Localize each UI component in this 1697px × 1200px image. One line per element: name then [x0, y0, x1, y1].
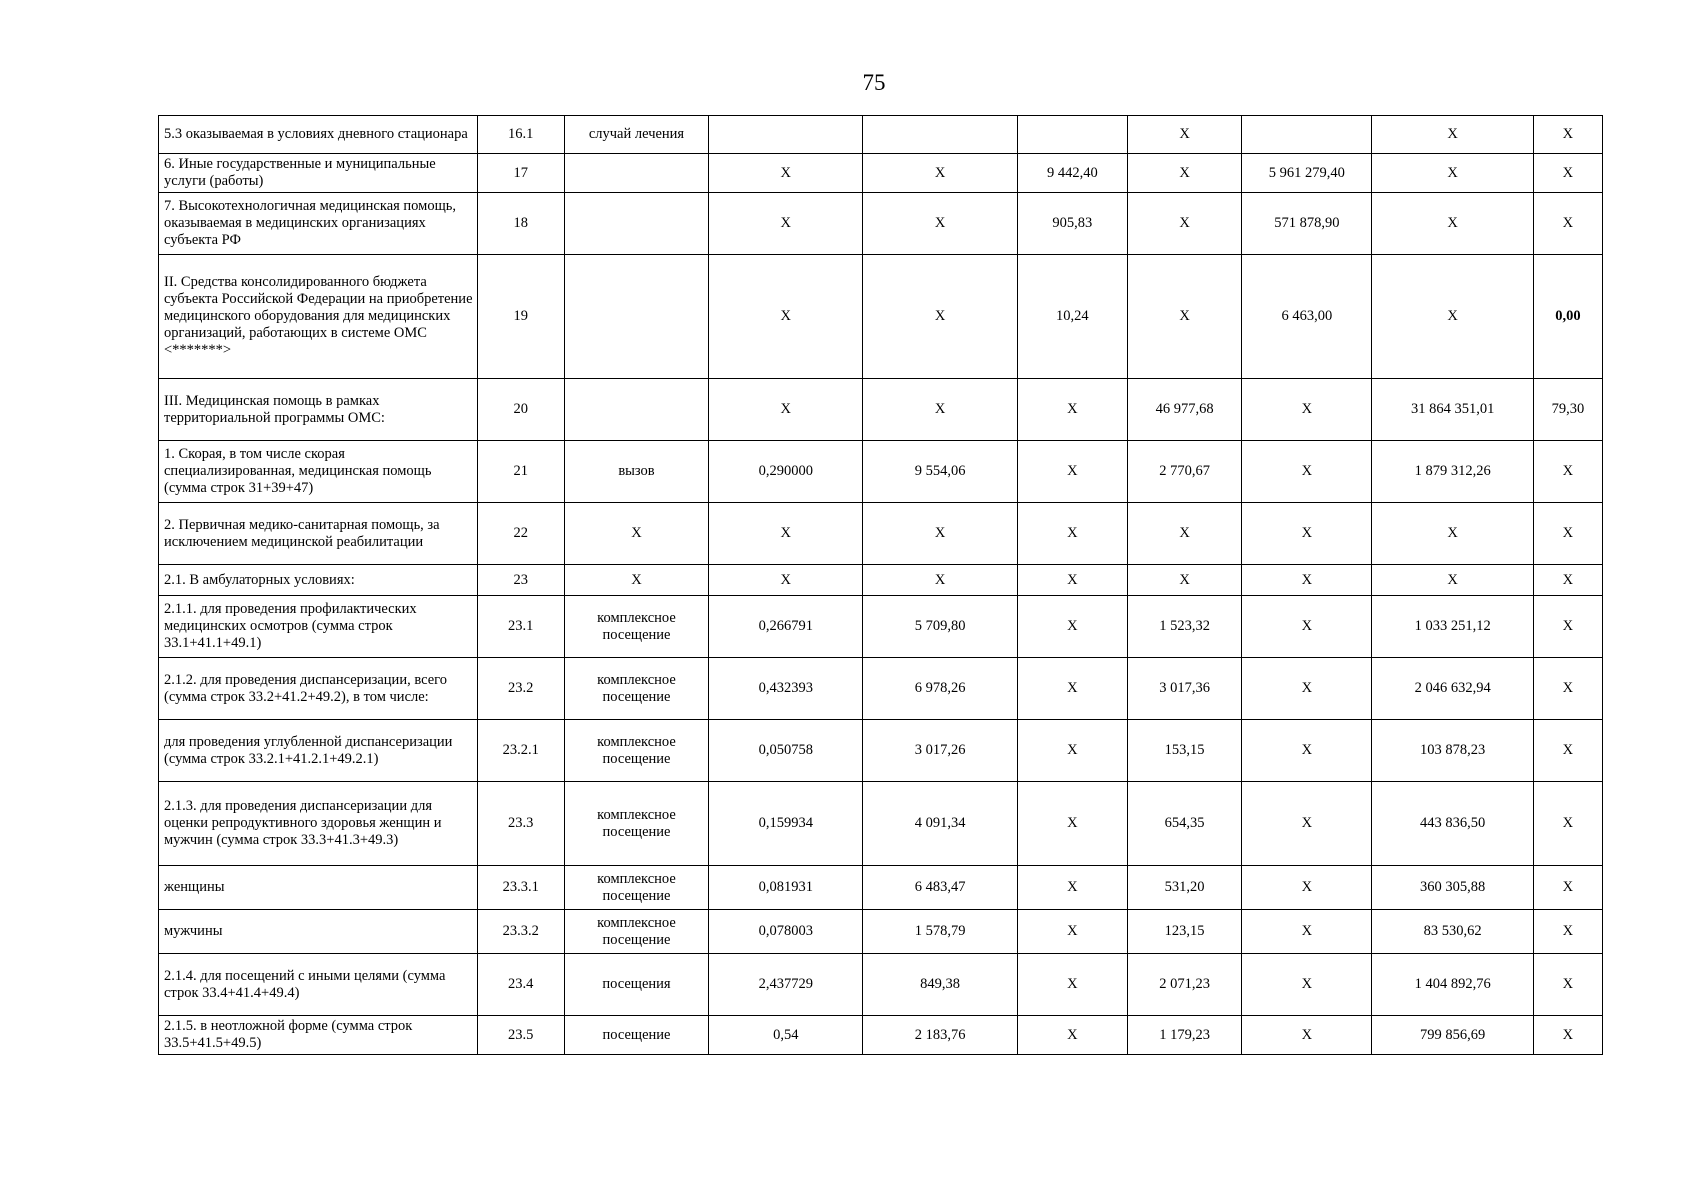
- col6-cell: X: [1017, 596, 1127, 658]
- col6-cell: 9 442,40: [1017, 154, 1127, 193]
- unit-cell: X: [564, 503, 708, 565]
- col7-cell: 1 179,23: [1127, 1016, 1241, 1055]
- row-name-cell: мужчины: [159, 910, 478, 954]
- col10-cell: X: [1533, 1016, 1602, 1055]
- col5-cell: X: [863, 565, 1017, 596]
- col10-cell: X: [1533, 503, 1602, 565]
- col10-cell: X: [1533, 154, 1602, 193]
- col5-cell: 3 017,26: [863, 720, 1017, 782]
- row-name-cell: II. Средства консолидированного бюджета субъекта Российской Федерации на приобретение медицинского оборудования для медицинских организаций, работающих в системе ОМС <*******>: [159, 255, 478, 379]
- line-number-cell: 23.3: [477, 782, 564, 866]
- col8-cell: X: [1242, 596, 1372, 658]
- col10-cell: X: [1533, 954, 1602, 1016]
- col10-cell: X: [1533, 720, 1602, 782]
- col7-cell: X: [1127, 255, 1241, 379]
- page-number: 75: [862, 70, 886, 95]
- col4-cell: X: [709, 379, 863, 441]
- col10-cell: X: [1533, 596, 1602, 658]
- line-number-cell: 23: [477, 565, 564, 596]
- row-name-cell: 2.1. В амбулаторных условиях:: [159, 565, 478, 596]
- col8-cell: X: [1242, 1016, 1372, 1055]
- table-row: [159, 379, 1603, 441]
- col8-cell: X: [1242, 782, 1372, 866]
- col8-cell: X: [1242, 379, 1372, 441]
- col7-cell: 2 770,67: [1127, 441, 1241, 503]
- table-row: [159, 116, 1603, 154]
- col4-cell: 0,081931: [709, 866, 863, 910]
- line-number-cell: 23.3.2: [477, 910, 564, 954]
- col8-cell: X: [1242, 441, 1372, 503]
- col7-cell: X: [1127, 565, 1241, 596]
- col4-cell: X: [709, 565, 863, 596]
- col9-cell: X: [1372, 255, 1533, 379]
- col5-cell: X: [863, 503, 1017, 565]
- col4-cell: 2,437729: [709, 954, 863, 1016]
- line-number-cell: 23.3.1: [477, 866, 564, 910]
- col4-cell: 0,078003: [709, 910, 863, 954]
- table-row: [159, 1016, 1603, 1055]
- col9-cell: 83 530,62: [1372, 910, 1533, 954]
- col6-cell: X: [1017, 782, 1127, 866]
- row-name-cell: III. Медицинская помощь в рамках территориальной программы ОМС:: [159, 379, 478, 441]
- table-row: [159, 782, 1603, 866]
- col10-cell: X: [1533, 782, 1602, 866]
- line-number-cell: 23.1: [477, 596, 564, 658]
- row-name-cell: 2. Первичная медико-санитарная помощь, за исключением медицинской реабилитации: [159, 503, 478, 565]
- table-row: [159, 441, 1603, 503]
- col6-cell: X: [1017, 866, 1127, 910]
- col5-cell: 2 183,76: [863, 1016, 1017, 1055]
- col6-cell: 10,24: [1017, 255, 1127, 379]
- col4-cell: 0,050758: [709, 720, 863, 782]
- col8-cell: X: [1242, 565, 1372, 596]
- unit-cell: [564, 255, 708, 379]
- table-row: [159, 193, 1603, 255]
- col7-cell: 531,20: [1127, 866, 1241, 910]
- unit-cell: комплексное посещение: [564, 866, 708, 910]
- col7-cell: 3 017,36: [1127, 658, 1241, 720]
- col5-cell: 6 978,26: [863, 658, 1017, 720]
- table-row: [159, 154, 1603, 193]
- col9-cell: 360 305,88: [1372, 866, 1533, 910]
- col7-cell: X: [1127, 503, 1241, 565]
- table-row: [159, 910, 1603, 954]
- col5-cell: X: [863, 154, 1017, 193]
- table-row: [159, 255, 1603, 379]
- col5-cell: 4 091,34: [863, 782, 1017, 866]
- col6-cell: X: [1017, 1016, 1127, 1055]
- col8-cell: X: [1242, 658, 1372, 720]
- col9-cell: 799 856,69: [1372, 1016, 1533, 1055]
- col8-cell: X: [1242, 503, 1372, 565]
- unit-cell: комплексное посещение: [564, 782, 708, 866]
- row-name-cell: 1. Скорая, в том числе скорая специализированная, медицинская помощь (сумма строк 31+39+47): [159, 441, 478, 503]
- col5-cell: 5 709,80: [863, 596, 1017, 658]
- col5-cell: X: [863, 379, 1017, 441]
- col6-cell: X: [1017, 720, 1127, 782]
- row-name-cell: 2.1.2. для проведения диспансеризации, всего (сумма строк 33.2+41.2+49.2), в том числе:: [159, 658, 478, 720]
- row-name-cell: 2.1.4. для посещений с иными целями (сумма строк 33.4+41.4+49.4): [159, 954, 478, 1016]
- col7-cell: X: [1127, 116, 1241, 154]
- col9-cell: X: [1372, 116, 1533, 154]
- unit-cell: [564, 379, 708, 441]
- unit-cell: посещение: [564, 1016, 708, 1055]
- col9-cell: 2 046 632,94: [1372, 658, 1533, 720]
- line-number-cell: 23.2.1: [477, 720, 564, 782]
- col4-cell: 0,159934: [709, 782, 863, 866]
- table-row: [159, 565, 1603, 596]
- col9-cell: X: [1372, 565, 1533, 596]
- unit-cell: [564, 193, 708, 255]
- unit-cell: комплексное посещение: [564, 720, 708, 782]
- col6-cell: X: [1017, 503, 1127, 565]
- col8-cell: 6 463,00: [1242, 255, 1372, 379]
- table-row: [159, 596, 1603, 658]
- col7-cell: 46 977,68: [1127, 379, 1241, 441]
- table-body: [159, 116, 1603, 1055]
- col9-cell: 443 836,50: [1372, 782, 1533, 866]
- line-number-cell: 23.4: [477, 954, 564, 1016]
- col7-cell: 2 071,23: [1127, 954, 1241, 1016]
- line-number-cell: 21: [477, 441, 564, 503]
- col8-cell: [1242, 116, 1372, 154]
- unit-cell: случай лечения: [564, 116, 708, 154]
- col10-cell: X: [1533, 658, 1602, 720]
- line-number-cell: 22: [477, 503, 564, 565]
- table-row: [159, 720, 1603, 782]
- col6-cell: X: [1017, 441, 1127, 503]
- col5-cell: 1 578,79: [863, 910, 1017, 954]
- col4-cell: [709, 116, 863, 154]
- col9-cell: X: [1372, 503, 1533, 565]
- col9-cell: 1 404 892,76: [1372, 954, 1533, 1016]
- col10-cell: 79,30: [1533, 379, 1602, 441]
- col9-cell: 31 864 351,01: [1372, 379, 1533, 441]
- col6-cell: 905,83: [1017, 193, 1127, 255]
- unit-cell: [564, 154, 708, 193]
- col5-cell: X: [863, 255, 1017, 379]
- table-row: [159, 954, 1603, 1016]
- col7-cell: 1 523,32: [1127, 596, 1241, 658]
- row-name-cell: 2.1.1. для проведения профилактических медицинских осмотров (сумма строк 33.1+41.1+49.1): [159, 596, 478, 658]
- col4-cell: X: [709, 503, 863, 565]
- col5-cell: X: [863, 193, 1017, 255]
- row-name-cell: 6. Иные государственные и муниципальные услуги (работы): [159, 154, 478, 193]
- unit-cell: посещения: [564, 954, 708, 1016]
- row-name-cell: 2.1.3. для проведения диспансеризации для оценки репродуктивного здоровья женщин и мужчин (сумма строк 33.3+41.3+49.3): [159, 782, 478, 866]
- col10-cell: X: [1533, 193, 1602, 255]
- unit-cell: комплексное посещение: [564, 658, 708, 720]
- col7-cell: 654,35: [1127, 782, 1241, 866]
- col6-cell: X: [1017, 954, 1127, 1016]
- col8-cell: 5 961 279,40: [1242, 154, 1372, 193]
- col9-cell: 103 878,23: [1372, 720, 1533, 782]
- unit-cell: комплексное посещение: [564, 910, 708, 954]
- table-row: [159, 503, 1603, 565]
- data-table: [158, 115, 1603, 1055]
- row-name-cell: женщины: [159, 866, 478, 910]
- col8-cell: 571 878,90: [1242, 193, 1372, 255]
- line-number-cell: 23.2: [477, 658, 564, 720]
- col5-cell: 849,38: [863, 954, 1017, 1016]
- unit-cell: комплексное посещение: [564, 596, 708, 658]
- col10-cell: X: [1533, 565, 1602, 596]
- row-name-cell: 5.3 оказываемая в условиях дневного стационара: [159, 116, 478, 154]
- col6-cell: X: [1017, 910, 1127, 954]
- col4-cell: 0,432393: [709, 658, 863, 720]
- col10-cell: X: [1533, 116, 1602, 154]
- col4-cell: X: [709, 154, 863, 193]
- table-row: [159, 866, 1603, 910]
- col4-cell: 0,266791: [709, 596, 863, 658]
- col10-cell: X: [1533, 441, 1602, 503]
- line-number-cell: 19: [477, 255, 564, 379]
- col9-cell: 1 033 251,12: [1372, 596, 1533, 658]
- col7-cell: 123,15: [1127, 910, 1241, 954]
- unit-cell: вызов: [564, 441, 708, 503]
- col10-cell: 0,00: [1533, 255, 1602, 379]
- col7-cell: X: [1127, 154, 1241, 193]
- row-name-cell: 7. Высокотехнологичная медицинская помощь, оказываемая в медицинских организациях субъекта РФ: [159, 193, 478, 255]
- col9-cell: 1 879 312,26: [1372, 441, 1533, 503]
- col8-cell: X: [1242, 910, 1372, 954]
- col5-cell: 9 554,06: [863, 441, 1017, 503]
- col8-cell: X: [1242, 720, 1372, 782]
- col10-cell: X: [1533, 910, 1602, 954]
- line-number-cell: 17: [477, 154, 564, 193]
- line-number-cell: 18: [477, 193, 564, 255]
- col9-cell: X: [1372, 193, 1533, 255]
- line-number-cell: 23.5: [477, 1016, 564, 1055]
- line-number-cell: 20: [477, 379, 564, 441]
- col10-cell: X: [1533, 866, 1602, 910]
- col4-cell: 0,290000: [709, 441, 863, 503]
- col7-cell: 153,15: [1127, 720, 1241, 782]
- col4-cell: X: [709, 193, 863, 255]
- unit-cell: X: [564, 565, 708, 596]
- col5-cell: [863, 116, 1017, 154]
- col6-cell: X: [1017, 658, 1127, 720]
- row-name-cell: 2.1.5. в неотложной форме (сумма строк 33.5+41.5+49.5): [159, 1016, 478, 1055]
- col4-cell: X: [709, 255, 863, 379]
- col8-cell: X: [1242, 866, 1372, 910]
- col6-cell: X: [1017, 565, 1127, 596]
- col6-cell: X: [1017, 379, 1127, 441]
- col9-cell: X: [1372, 154, 1533, 193]
- table-row: [159, 658, 1603, 720]
- col6-cell: [1017, 116, 1127, 154]
- line-number-cell: 16.1: [477, 116, 564, 154]
- col8-cell: X: [1242, 954, 1372, 1016]
- col4-cell: 0,54: [709, 1016, 863, 1055]
- row-name-cell: для проведения углубленной диспансеризации (сумма строк 33.2.1+41.2.1+49.2.1): [159, 720, 478, 782]
- col5-cell: 6 483,47: [863, 866, 1017, 910]
- col7-cell: X: [1127, 193, 1241, 255]
